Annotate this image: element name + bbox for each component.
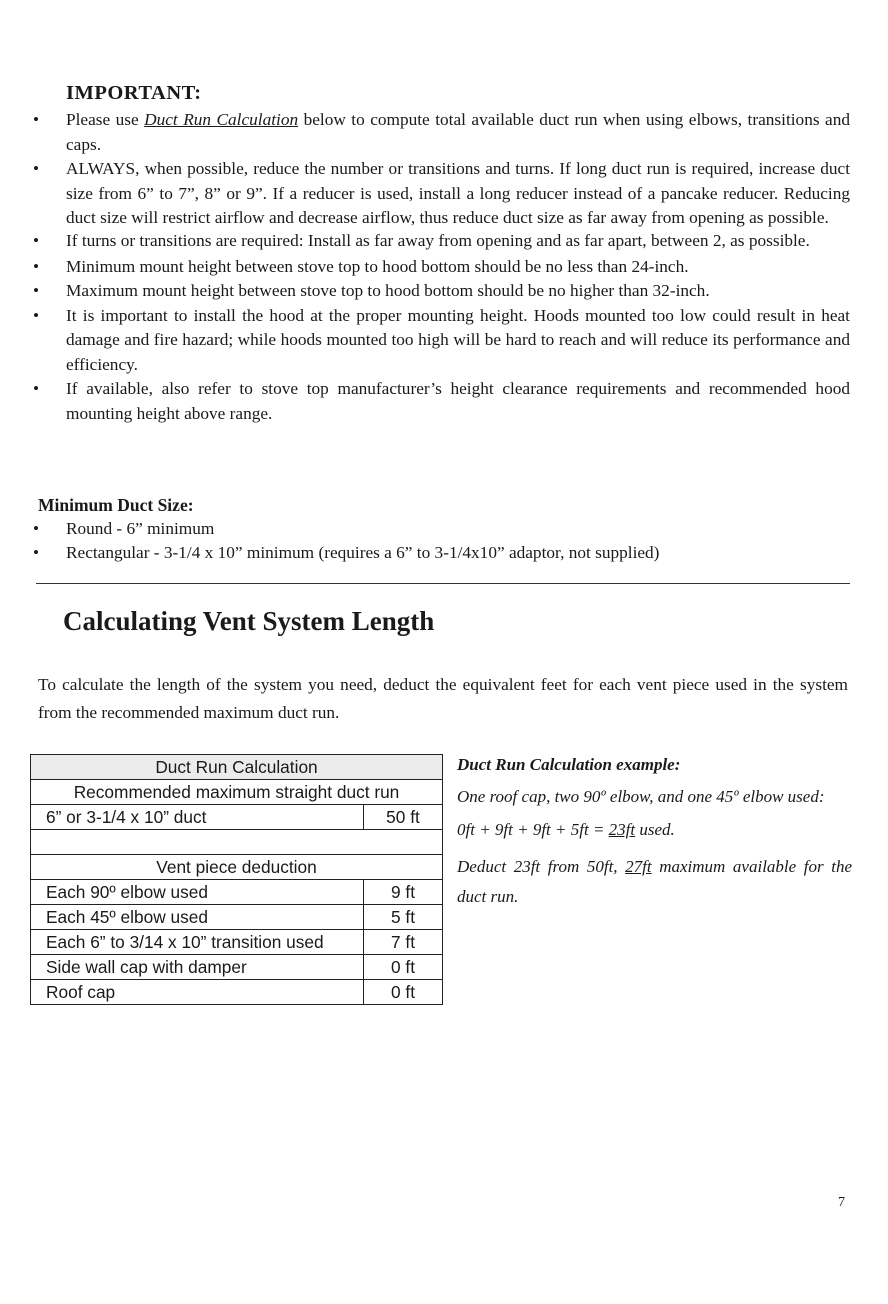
bullet-text-pre: Please use — [66, 110, 145, 129]
duct-label: 6” or 3-1/4 x 10” duct — [31, 805, 364, 830]
bullet-dot: • — [33, 230, 40, 250]
example-line-1: One roof cap, two 90º elbow, and one 45º elbow used: — [457, 787, 825, 806]
deduction-value: 0 ft — [364, 955, 443, 980]
bullet-dot: • — [33, 543, 40, 562]
table-title: Duct Run Calculation — [31, 755, 443, 780]
deduction-label: Roof cap — [31, 980, 364, 1005]
deduction-value: 0 ft — [364, 980, 443, 1005]
list-item — [30, 157, 850, 231]
table-row — [31, 980, 443, 1005]
table-row — [31, 880, 443, 905]
bullet-text: Maximum mount height between stove top to hood bottom should be no higher than 32-inch. — [66, 281, 710, 300]
duct-value: 50 ft — [364, 805, 443, 830]
list-item — [30, 255, 850, 280]
important-bullet-list — [30, 108, 850, 426]
list-item — [30, 377, 850, 426]
bullet-text: Minimum mount height between stove top to hood bottom should be no less than 24-inch. — [66, 256, 689, 276]
duct-run-calculation-table — [30, 754, 443, 1005]
minimum-duct-size-heading: Minimum Duct Size: — [38, 495, 194, 515]
example-available-suffix: maximum available for the duct run. — [457, 857, 853, 906]
bullet-text: If turns or transitions are required: Install as far away from opening and as far apart, between 2, as possible. — [66, 230, 810, 250]
table-row — [31, 780, 443, 805]
example-deduct: Deduct 23ft from 50ft, — [457, 857, 626, 876]
section-divider — [36, 583, 850, 584]
bullet-dot: • — [33, 379, 40, 398]
example-line-2 — [457, 819, 852, 840]
deduction-header: Vent piece deduction — [31, 855, 443, 880]
list-item — [30, 541, 850, 565]
example-suffix: used. — [635, 820, 675, 839]
calculation-example — [457, 755, 852, 924]
important-heading: IMPORTANT: — [66, 82, 202, 104]
bullet-dot: • — [33, 110, 40, 129]
bullet-text: It is important to install the hood at the proper mounting height. Hoods mounted too low could result in heat damage and fire hazard; while hoods mounted too high will be hard to reach and will reduce its performance and efficiency. — [66, 305, 850, 374]
deduction-label: Each 90º elbow used — [31, 880, 364, 905]
bullet-text: ALWAYS, when possible, reduce the number or transitions and turns. If long duct run is required, increase duct size from 6” to 7”, 8” or 9”. If a reducer is used, install a long reducer instead of a pancake reducer. Reducing duct size will restrict airflow and decrease airflow, thus reduce duct size as far away from opening as possible. — [66, 159, 850, 227]
section-title: Calculating Vent System Length — [63, 606, 435, 636]
duct-run-calculation-link[interactable]: Duct Run Calculation — [144, 110, 299, 129]
table-spacer-row — [31, 830, 443, 855]
deduction-label: Each 45º elbow used — [31, 905, 364, 930]
intro-paragraph: To calculate the length of the system you need, deduct the equivalent feet for each vent piece used in the system from the recommended maximum duct run. — [38, 675, 848, 722]
deduction-label: Each 6” to 3/14 x 10” transition used — [31, 930, 364, 955]
example-total-used: 23ft — [608, 820, 636, 839]
table-row — [31, 855, 443, 880]
list-item — [30, 517, 850, 541]
bullet-text: Round - 6” minimum — [66, 519, 215, 538]
page-number: 7 — [838, 1195, 845, 1210]
table-title-row — [31, 755, 443, 780]
list-item — [30, 231, 850, 255]
table-row — [31, 930, 443, 955]
bullet-text-post: below to compute total available duct run when using elbows, transitions and caps. — [66, 110, 850, 154]
bullet-dot: • — [33, 281, 40, 300]
table-row — [31, 905, 443, 930]
bullet-dot: • — [33, 305, 40, 325]
bullet-text: Rectangular - 3-1/4 x 10” minimum (requires a 6” to 3-1/4x10” adaptor, not supplied) — [66, 543, 660, 562]
list-item — [30, 279, 850, 304]
example-sum: 0ft + 9ft + 9ft + 5ft = — [457, 820, 609, 839]
deduction-value: 7 ft — [364, 930, 443, 955]
deduction-value: 9 ft — [364, 880, 443, 905]
deduction-value: 5 ft — [364, 905, 443, 930]
bullet-dot: • — [33, 256, 40, 276]
recommended-run-header: Recommended maximum straight duct run — [31, 780, 443, 805]
example-line-3 — [457, 852, 852, 912]
deduction-label: Side wall cap with damper — [31, 955, 364, 980]
table-row — [31, 805, 443, 830]
example-total-available: 27ft — [625, 857, 652, 876]
empty-cell — [31, 830, 443, 855]
example-title: Duct Run Calculation example: — [457, 755, 681, 774]
bullet-dot: • — [33, 159, 40, 178]
bullet-dot: • — [33, 519, 40, 538]
minimum-duct-size-list — [30, 517, 850, 565]
list-item — [30, 304, 850, 378]
bullet-text: If available, also refer to stove top manufacturer’s height clearance requirements and recommended hood mounting height above range. — [66, 379, 850, 423]
list-item — [30, 108, 850, 157]
table-row — [31, 955, 443, 980]
